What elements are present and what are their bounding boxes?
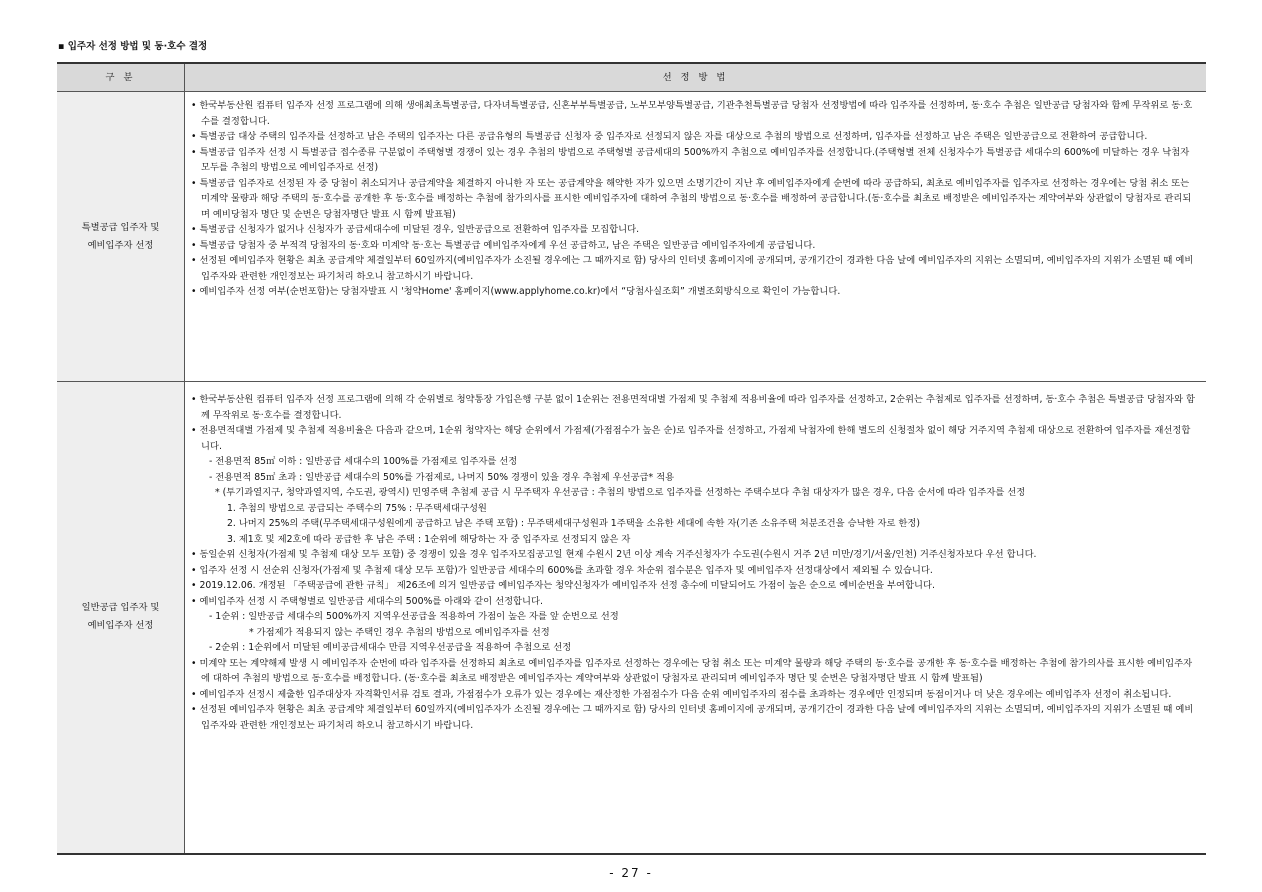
- list-subitem: - 전용면적 85㎡ 이하 : 일반공급 세대수의 100%를 가점제로 입주자를 선정: [209, 456, 518, 467]
- table-row: [57, 382, 1206, 854]
- list-item: • 특별공급 당첨자 중 부적격 당첨자의 동·호와 미계약 동·호는 특별공급 예비입주자에게 우선 공급하고, 남은 주택은 일반공급 예비입주자에게 공급됩니다.: [191, 239, 816, 251]
- list-item: • 특별공급 입주자 선정 시 특별공급 접수종류 구분없이 주택형별 경쟁이 있는 경우 추첨의 방법으로 주택형별 공급세대의 500%까지 추첨으로 예비입주자를 선정합니다.(주택형별 전체 신청자수가 특별공급 세대수의 600%에 미달하는 경우 낙첨자 모두를 추첨의 방법으로 예비입주자로 선정): [191, 146, 1190, 173]
- list-item: • 미계약 또는 계약해제 발생 시 예비입주자 순번에 따라 입주자를 선정하되 최초로 예비입주자를 입주자로 선정하는 경우에는 당첨 취소 또는 미계약 물량과 해당 주택의 동·호수를 공개한 후 동·호수를 배정하는 추첨에 참가의사를 표시한 예비입주자에 대하여 추첨의 방법으로 동·호수를 배정합니다. (동·호수를 최초로 배정받은 예비입주자는 계약여부와 상관없이 당첨자로 관리되며 예비입주자 명단 및 순번은 당첨자명단 발표 시 함께 발표됨): [191, 657, 1193, 684]
- list-note: * (투기과열지구, 청약과열지역, 수도권, 광역시) 민영주택 추첨제 공급 시 무주택자 우선공급 : 추첨의 방법으로 입주자를 선정하는 주택수보다 추첨 대상자가 많은 경우, 다음 순서에 따라 입주자를 선정: [215, 487, 1026, 498]
- category-line: 예비입주자 선정: [87, 239, 154, 251]
- page-number: - 27 -: [609, 866, 653, 880]
- table-header-row: [57, 63, 1206, 92]
- list-item: • 동일순위 신청자(가점제 및 추첨제 대상 모두 포함) 중 경쟁이 있을 경우 입주자모집공고일 현재 수원시 2년 이상 계속 거주신청자가 수도권(수원시 거주 2년 미만/경기/서울/인천) 거주신청자보다 우선 합니다.: [191, 549, 1037, 560]
- list-item: • 한국부동산원 컴퓨터 입주자 선정 프로그램에 의해 생애최초특별공급, 다자녀특별공급, 신혼부부특별공급, 노부모부양특별공급, 기관추천특별공급 당첨자 선정방법에 따라 입주자를 선정하며, 동·호수 추첨은 일반공급 당첨자와 함께 무작위로 동·호수를 결정합니다.: [191, 100, 1193, 127]
- section-title: ▪ 입주자 선정 방법 및 동·호수 결정: [58, 41, 208, 52]
- list-item: • 예비입주자 선정 여부(순번포함)는 당첨자발표 시 '청약Home' 홈페이지(www.applyhome.co.kr)에서 “당첨사실조회” 개별조회방식으로 확인이 가능합니다.: [191, 286, 841, 297]
- list-item: • 예비입주자 선정시 제출한 입주대상자 자격확인서류 검토 결과, 가점점수가 오류가 있는 경우에는 재산정한 가점점수가 다음 순위 예비입주자의 점수를 초과하는 경우에만 인정되며 동점이거나 더 낮은 경우에는 예비입주자 선정이 취소됩니다.: [191, 688, 1172, 700]
- list-item: • 특별공급 대상 주택의 입주자를 선정하고 남은 주택의 입주자는 다른 공급유형의 특별공급 신청자 중 입주자로 선정되지 않은 자를 대상으로 추첨의 방법으로 선정하며, 입주자를 선정하고 남은 주택은 일반공급으로 전환하여 공급합니다.: [191, 131, 1148, 142]
- list-subitem: - 전용면적 85㎡ 초과 : 일반공급 세대수의 50%를 가점제로, 나머지 50% 경쟁이 있을 경우 추첨제 우선공급* 적용: [209, 471, 675, 483]
- list-subitem: - 1순위 : 일반공급 세대수의 500%까지 지역우선공급을 적용하여 가점이 높은 자를 앞 순번으로 선정: [209, 611, 619, 622]
- list-item: • 전용면적대별 가점제 및 추첨제 적용비율은 다음과 같으며, 1순위 청약자는 해당 순위에서 가점제(가점점수가 높은 순)로 입주자를 선정하고, 가점제 낙첨자에 한해 별도의 신청절차 없이 해당 거주지역 추첨제 대상으로 전환하여 입주자를 재선정합니다.: [191, 425, 1191, 452]
- table-row: [57, 92, 1206, 382]
- list-item: • 선정된 예비입주자 현황은 최초 공급계약 체결일부터 60일까지(예비입주자가 소진될 경우에는 그 때까지로 함) 당사의 인터넷 홈페이지에 공개되며, 공개기간이 경과한 다음 날에 예비입주자의 지위는 소멸되며, 예비입주자의 지위가 소멸된 때 예비입주자와 관련한 개인정보는 파기처리 하오니 참고하시기 바랍니다.: [191, 255, 1194, 282]
- row-content: [185, 92, 1207, 382]
- list-note: * 가점제가 적용되지 않는 주택인 경우 추첨의 방법으로 예비입주자를 선정: [249, 626, 550, 638]
- list-subitem: 1. 추첨의 방법으로 공급되는 주택수의 75% : 무주택세대구성원: [227, 502, 487, 514]
- category-line: 일반공급 입주자 및: [81, 602, 160, 614]
- row-category: [57, 382, 185, 854]
- list-item: • 특별공급 입주자로 선정된 자 중 당첨이 취소되거나 공급계약을 체결하지 아니한 자 또는 공급계약을 해약한 자가 있으면 소명기간이 지난 후 예비입주자에게 순번에 따라 공급하되, 최초로 예비입주자를 입주자로 선정하는 경우에는 당첨 취소 또는 미계약 물량과 해당 주택의 동·호수를 공개한 후 동·호수를 배정하는 추첨에 참가의사를 표시한 예비입주자에 대하여 추첨의 방법으로 동·호수를 배정하여 공급합니다.(동·호수를 최초로 배정받은 예비입주자는 계약여부와 상관없이 당첨자로 관리되며 예비당첨자 명단 및 순번은 당첨자명단 발표 시 함께 발표됨): [191, 177, 1192, 220]
- header-method: 선 정 방 법: [185, 63, 1207, 92]
- list-item: • 선정된 예비입주자 현황은 최초 공급계약 체결일부터 60일까지(예비입주자가 소진될 경우에는 그 때까지로 함) 당사의 인터넷 홈페이지에 공개되며, 공개기간이 경과한 다음 날에 예비입주자의 지위는 소멸되며, 예비입주자의 지위가 소멸된 때 예비입주자와 관련한 개인정보는 파기처리 하오니 참고하시기 바랍니다.: [191, 704, 1194, 731]
- list-item: • 한국부동산원 컴퓨터 입주자 선정 프로그램에 의해 각 순위별로 청약통장 가입은행 구분 없이 1순위는 전용면적대별 가점제 및 추첨제 적용비율에 따라 입주자를 선정하고, 2순위는 추첨제로 입주자를 선정하며, 동·호수 추첨은 특별공급 당첨자와 함께 무작위로 동·호수를 결정합니다.: [191, 394, 1195, 421]
- list-item: • 예비입주자 선정 시 주택형별로 일반공급 세대수의 500%를 아래와 같이 선정합니다.: [191, 595, 543, 607]
- category-line: 예비입주자 선정: [87, 620, 154, 632]
- header-category: 구 분: [57, 63, 185, 92]
- list-subitem: 3. 제1호 및 제2호에 따라 공급한 후 남은 주택 : 1순위에 해당하는 자 중 입주자로 선정되지 않은 자: [227, 533, 631, 545]
- list-subitem: 2. 나머지 25%의 주택(무주택세대구성원에게 공급하고 남은 주택 포함) : 무주택세대구성원과 1주택을 소유한 세대에 속한 자(기존 소유주택 처분조건을 승낙한 자로 한정): [227, 518, 920, 529]
- row-content: [185, 382, 1207, 854]
- list-item: • 입주자 선정 시 선순위 신청자(가점제 및 추첨제 대상 모두 포함)가 일반공급 세대수의 600%를 초과할 경우 차순위 접수분은 입주자 및 예비입주자 선정대상에서 제외될 수 있습니다.: [191, 564, 933, 576]
- row-category: [57, 92, 185, 382]
- list-subitem: - 2순위 : 1순위에서 미달된 예비공급세대수 만큼 지역우선공급을 적용하여 추첨으로 선정: [209, 642, 572, 653]
- list-item: • 2019.12.06. 개정된 「주택공급에 관한 규칙」 제26조에 의거 일반공급 예비입주자는 청약신청자가 예비입주자 선정 총수에 미달되어도 가점이 높은 순으로 예비순번을 부여합니다.: [191, 580, 935, 591]
- category-line: 특별공급 입주자 및: [81, 221, 160, 233]
- selection-method-table: [57, 62, 1206, 855]
- list-item: • 특별공급 신청자가 없거나 신청자가 공급세대수에 미달된 경우, 일반공급으로 전환하여 입주자를 모집합니다.: [191, 224, 640, 235]
